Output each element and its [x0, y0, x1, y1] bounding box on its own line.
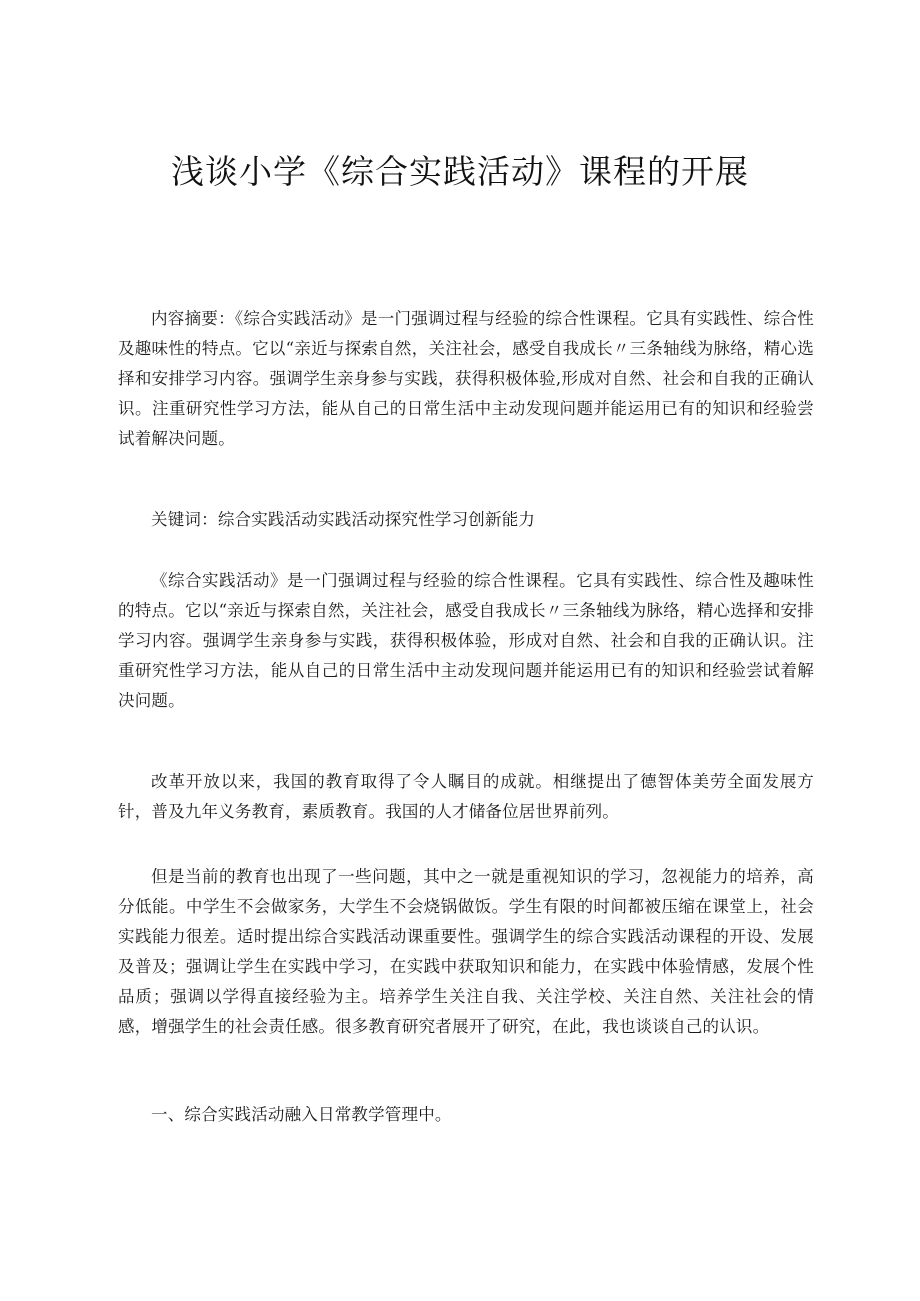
abstract-paragraph — [118, 304, 814, 454]
abstract-label: 内容摘要： — [151, 309, 235, 328]
section-heading: 一、综合实践活动融入日常教学管理中。 — [151, 1105, 452, 1124]
keywords-text: 综合实践活动实践活动探究性学习创新能力 — [217, 510, 536, 529]
body-paragraph: 但是当前的教育也出现了一些问题，其中之一就是重视知识的学习，忽视能力的培养，高分低能。中学生不会做家务，大学生不会烧锅做饭。学生有限的时间都被压缩在课堂上，社会实践能力很差。适时提出综合实践活动课重要性。强调学生的综合实践活动课程的开设、发展及普及；强调让学生在实践中学习，在实践中获取知识和能力，在实践中体验情感，发展个性品质；强调以学得直接经验为主。培养学生关注自我、关注学校、关注自然、关注社会的情感，增强学生的社会责任感。很多教育研究者展开了研究，在此，我也谈谈自己的认识。 — [118, 867, 814, 1036]
keywords-paragraph — [118, 505, 814, 535]
body-paragraph: 改革开放以来，我国的教育取得了令人瞩目的成就。相继提出了德智体美劳全面发展方针，普及九年义务教育，素质教育。我国的人才储备位居世界前列。 — [118, 772, 814, 821]
document-title: 浅谈小学《综合实践活动》课程的开展 — [171, 152, 749, 191]
abstract-text: 《综合实践活动》是一门强调过程与经验的综合性课程。它具有实践性、综合性及趣味性的特点。它以“亲近与探索自然，关注社会，感受自我成长〃三条轴线为脉络，精心选择和安排学习内容。强调学生亲身参与实践，获得积极体验,形成对自然、社会和自我的正确认识。注重研究性学习方法，能从自己的日常生活中主动发现问题并能运用已有的知识和经验尝试着解决问题。 — [118, 309, 815, 448]
keywords-label: 关键词： — [151, 510, 218, 529]
body-paragraph: 《综合实践活动》是一门强调过程与经验的综合性课程。它具有实践性、综合性及趣味性的特点。它以“亲近与探索自然，关注社会，感受自我成长〃三条轴线为脉络，精心选择和安排学习内容。强调学生亲身参与实践，获得积极体验，形成对自然、社会和自我的正确认识。注重研究性学习方法，能从自己的日常生活中主动发现问题并能运用已有的知识和经验尝试着解决问题。 — [118, 571, 814, 710]
